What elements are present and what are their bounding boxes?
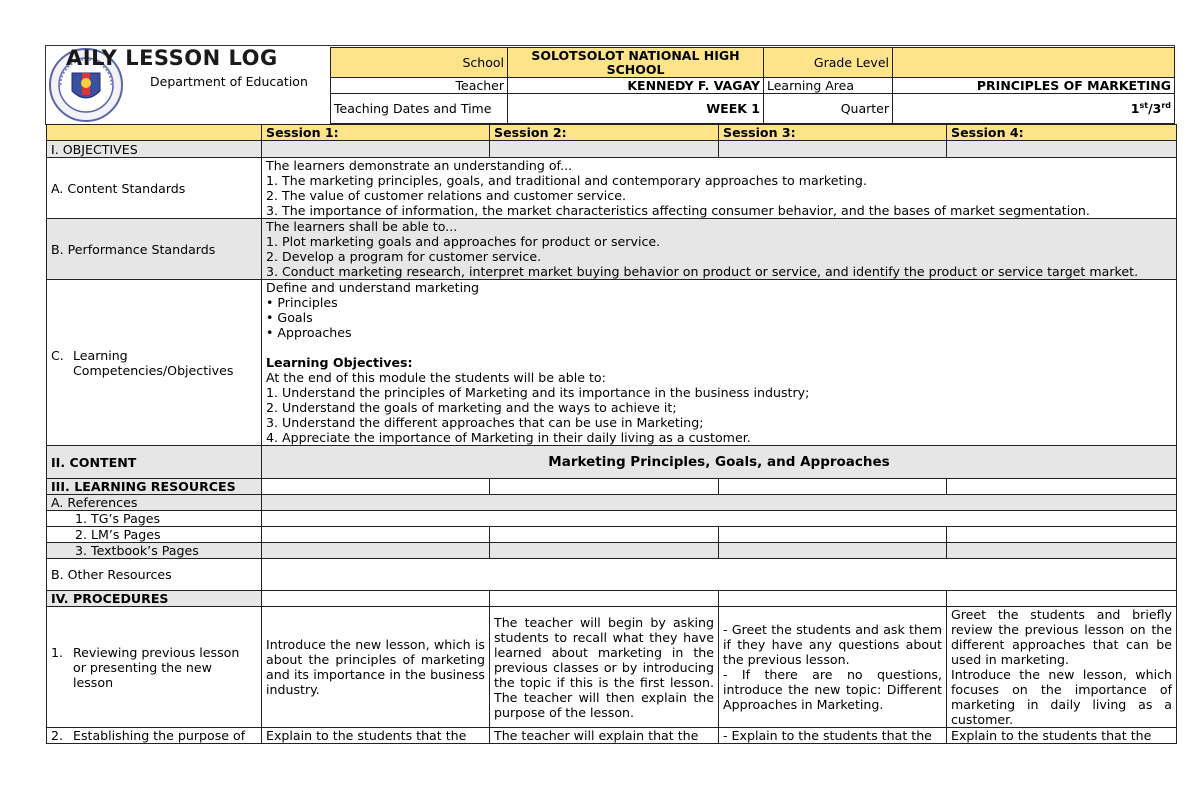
procedure-1-row [47,607,1177,728]
lm-pages-label: 2. LM’s Pages [47,527,262,543]
procedure-2-session-3: - Explain to the students that the [719,728,947,744]
learning-resources-row [47,479,1177,495]
session-3-header: Session 3: [719,125,947,141]
other-resources-row [47,559,1177,591]
procedure-1-session-4: Greet the students and briefly review the previous lesson on the different approaches that can be used in marketing. Introduce the new lesson, which focuses on the importance of marketing in daily living as a customer. [947,607,1177,728]
content-standards-text: The learners demonstrate an understanding of... 1. The marketing principles, goals, and traditional and contemporary approaches to marketing. 2. The value of customer relations and customer service. 3. The importance of information, the market characteristics affecting consumer behavior, and the bases of market segmentation. [262,158,1177,219]
grade-level-label: Grade Level [764,48,893,78]
procedure-2-session-2: The teacher will explain that the [490,728,719,744]
procedure-1-session-1: Introduce the new lesson, which is about the principles of marketing and its importance in the business industry. [262,607,490,728]
procedure-1-label: 1. Reviewing previous lesson or presenting the new lesson [47,607,262,728]
procedure-1-session-3: - Greet the students and ask them if they have any questions about the previous lesson. - If there are no questions, introduce the new topic: Different Approaches in Marketing. [719,607,947,728]
teacher-value: KENNEDY F. VAGAY [508,78,764,94]
performance-standards-row [47,219,1177,280]
session-4-header: Session 4: [947,125,1177,141]
procedure-2-session-1: Explain to the students that the [262,728,490,744]
procedure-2-row [47,728,1177,744]
references-label: A. References [47,495,262,511]
tg-pages-label: 1. TG’s Pages [47,511,262,527]
school-value: SOLOTSOLOT NATIONAL HIGH SCHOOL [508,48,764,78]
learning-resources-heading: III. LEARNING RESOURCES [47,479,262,495]
header-info-table [330,47,1175,124]
session-2-header: Session 2: [490,125,719,141]
department-name: Department of Education [150,74,308,89]
other-resources-label: B. Other Resources [47,559,262,591]
grade-level-value [893,48,1175,78]
document-title: AILY LESSON LOG [66,46,278,70]
lesson-log-table [46,124,1177,744]
objectives-heading: I. OBJECTIVES [47,141,262,158]
objectives-heading-row [47,141,1177,158]
content-row [47,446,1177,479]
quarter-label: Quarter [764,94,893,124]
tg-pages-row [47,511,1177,527]
teacher-label: Teacher [331,78,508,94]
competencies-text: Define and understand marketing • Principles • Goals • Approaches Learning Objectives: At the end of this module the students will be able to: 1. Understand the principles of Marketing and its importance in the business industry; 2. Understand the goals of marketing and the ways to achieve it; 3. Understand the different approaches that can be use in Marketing; 4. Appreciate the importance of Marketing in their daily living as a customer. [262,280,1177,446]
performance-standards-text: The learners shall be able to... 1. Plot marketing goals and approaches for product or service. 2. Develop a program for customer service. 3. Conduct marketing research, interpret market buying behavior on product or service, and identify the product or service target market. [262,219,1177,280]
procedure-1-session-2: The teacher will begin by asking students to recall what they have learned about marketing in the previous classes or by introducing the topic if this is the first lesson. The teacher will then explain the purpose of the lesson. [490,607,719,728]
procedures-heading: IV. PROCEDURES [47,591,262,607]
textbook-pages-label: 3. Textbook’s Pages [47,543,262,559]
learning-area-label: Learning Area [764,78,893,94]
procedure-2-session-4: Explain to the students that the [947,728,1177,744]
content-standards-label: A. Content Standards [47,158,262,219]
content-value: Marketing Principles, Goals, and Approaches [262,446,1177,479]
session-1-header: Session 1: [262,125,490,141]
sessions-corner [47,125,262,141]
learning-objectives-heading: Learning Objectives: [266,355,413,370]
school-label: School [331,48,508,78]
teaching-dates-label: Teaching Dates and Time [331,94,508,124]
procedures-heading-row [47,591,1177,607]
textbook-pages-row [47,543,1177,559]
competencies-row [47,280,1177,446]
references-row [47,495,1177,511]
content-standards-row [47,158,1177,219]
sessions-row [47,125,1177,141]
competencies-label: C. Learning Competencies/Objectives [47,280,262,446]
lm-pages-row [47,527,1177,543]
procedure-2-label: 2. Establishing the purpose of [47,728,262,744]
teaching-dates-value: WEEK 1 [508,94,764,124]
learning-area-value: PRINCIPLES OF MARKETING [893,78,1175,94]
performance-standards-label: B. Performance Standards [47,219,262,280]
content-heading: II. CONTENT [47,446,262,479]
quarter-value: 1st/3rd [893,94,1175,124]
